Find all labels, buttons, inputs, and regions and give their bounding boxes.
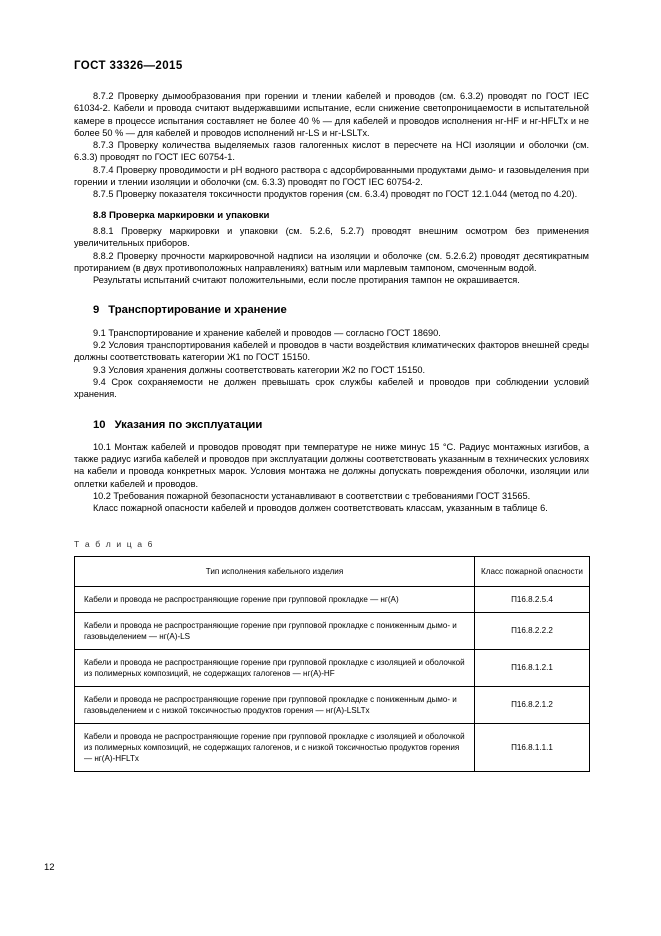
- heading-section-9-number: 9: [93, 304, 100, 317]
- paragraph-8-7-4: 8.7.4 Проверку проводимости и pH водного раствора с адсорбированными продуктами дымо- и газовыделения при горении и тлении изоляции и оболочки (см. 6.3.3) проводят по ГОСТ IEC 60754-2.: [74, 164, 589, 188]
- table-row: [75, 686, 590, 723]
- paragraph-9-2: 9.2 Условия транспортирования кабелей и проводов в части воздействия климатических факторов внешней среды должны соответствовать категории Ж1 по ГОСТ 15150.: [74, 340, 589, 363]
- table-row: [75, 649, 590, 686]
- column-header-class: Класс пожарной опасности: [475, 556, 590, 586]
- heading-section-10-title: Указания по эксплуатации: [114, 418, 263, 431]
- heading-section-10-number: 10: [93, 418, 106, 431]
- cell-type: Кабели и провода не распространяющие горение при групповой прокладке с пониженным дымо- и газовыделением — нг(А)-LS: [75, 612, 475, 649]
- paragraph-8-8-2: 8.8.2 Проверку прочности маркировочной надписи на изоляции и оболочке (см. 5.2.6.2) проводят десятикратным протиранием (в двух противоположных направлениях) ватным или марлевым тампоном, смоченным водой.: [74, 250, 589, 273]
- table-caption: Т а б л и ц а 6: [74, 538, 154, 549]
- paragraph-8-7-5: 8.7.5 Проверку показателя токсичности продуктов горения (см. 6.3.4) проводят по ГОСТ 12.1.044 (метод по 4.20).: [93, 189, 578, 200]
- cell-class: П16.8.2.5.4: [475, 586, 590, 612]
- paragraph-9-4: 9.4 Срок сохраняемости не должен превышать срок службы кабелей и проводов при соблюдении условий хранения.: [74, 376, 589, 400]
- document-body: [74, 90, 589, 772]
- table-row: [75, 612, 590, 649]
- heading-section-9-title: Транспортирование и хранение: [108, 304, 287, 317]
- cell-class: П16.8.1.2.1: [475, 649, 590, 686]
- table-header-row: [75, 556, 590, 586]
- heading-8-8: 8.8 Проверка маркировки и упаковки: [93, 209, 270, 221]
- paragraph-9-1: 9.1 Транспортирование и хранение кабелей и проводов — согласно ГОСТ 18690.: [93, 327, 441, 338]
- paragraph-8-8-1: 8.8.1 Проверку маркировки и упаковки (см. 5.2.6, 5.2.7) проводят внешним осмотром без применения увеличительных приборов.: [74, 225, 589, 249]
- table-row: [75, 586, 590, 612]
- table-row: [75, 723, 590, 771]
- cell-type: Кабели и провода не распространяющие горение при групповой прокладке с изоляцией и оболочкой из полимерных композиций, не содержащих галогенов, и с низкой токсичностью продуктов горения — нг(А)-HFLTx: [75, 723, 475, 771]
- cell-class: П16.8.2.2.2: [475, 612, 590, 649]
- heading-section-9: [74, 304, 589, 316]
- paragraph-8-8-2b: Результаты испытаний считают положительными, если после протирания тампон не окрашивается.: [93, 275, 520, 286]
- fire-hazard-class-table: [74, 556, 590, 772]
- cell-type: Кабели и провода не распространяющие горение при групповой прокладке с изоляцией и оболочкой из полимерных композиций, не содержащих галогенов — нг(А)-HF: [75, 649, 475, 686]
- cell-class: П16.8.1.1.1: [475, 723, 590, 771]
- paragraph-10-2b: Класс пожарной опасности кабелей и проводов должен соответствовать классам, указанным в таблице 6.: [93, 503, 548, 514]
- paragraph-8-7-2: 8.7.2 Проверку дымообразования при горении и тлении кабелей и проводов (см. 6.3.2) проводят по ГОСТ IEC 61034-2. Кабели и провода считают выдержавшими испытание, если снижение светопроницаемости в испытательной камере в процессе испытания составляет не более 40 % — для кабелей и проводов исполнения нг-HF и нг-HFLTx и не более 50 % — для кабелей и проводов исполнений нг-LS и нг-LSLTx.: [74, 91, 589, 138]
- paragraph-10-1: 10.1 Монтаж кабелей и проводов проводят при температуре не ниже минус 15 °С. Радиус монтажных изгибов, а также радиус изгиба кабелей и проводов при эксплуатации должны соответствовать указанным в технических условиях на кабели и провода конкретных марок. Условия монтажа не должны допускать повреждения оболочки, изоляции или оплетки кабелей и проводов.: [74, 441, 589, 489]
- cell-type: Кабели и провода не распространяющие горение при групповой прокладке — нг(А): [75, 586, 475, 612]
- cell-type: Кабели и провода не распространяющие горение при групповой прокладке с пониженным дымо- и газовыделением и с низкой токсичностью продуктов горения — нг(А)-LSLTx: [75, 686, 475, 723]
- column-header-type: Тип исполнения кабельного изделия: [75, 556, 475, 586]
- page-number: 12: [44, 862, 55, 873]
- paragraph-9-3: 9.3 Условия хранения должны соответствовать категории Ж2 по ГОСТ 15150.: [93, 364, 426, 375]
- paragraph-8-7-3: 8.7.3 Проверку количества выделяемых газов галогенных кислот в пересчете на HCl изоляции и оболочки (см. 6.3.3) проводят по ГОСТ IEC 60754-1.: [74, 140, 589, 163]
- heading-section-10: [74, 419, 589, 431]
- page-header: ГОСТ 33326—2015: [74, 60, 183, 72]
- paragraph-10-2: 10.2 Требования пожарной безопасности устанавливают в соответствии с требованиями ГОСТ 31565.: [93, 491, 531, 502]
- cell-class: П16.8.2.1.2: [475, 686, 590, 723]
